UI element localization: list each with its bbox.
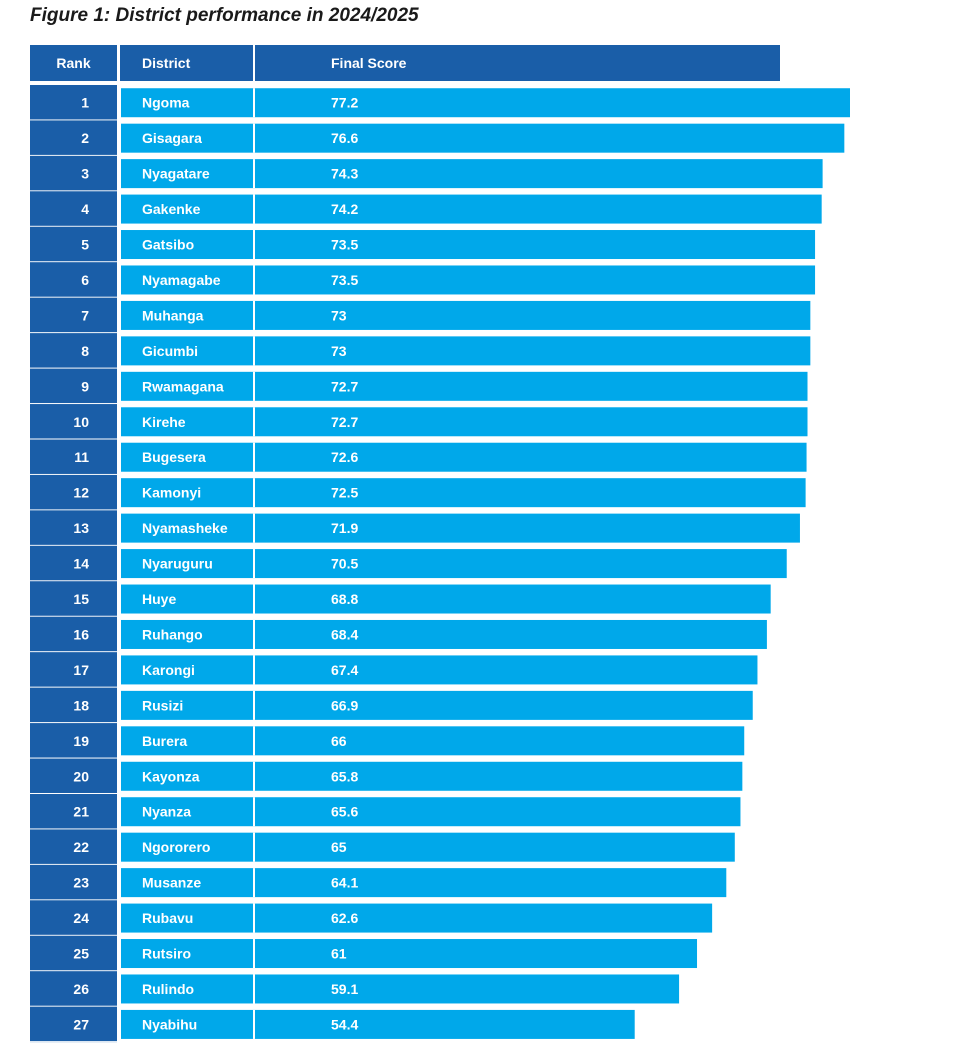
rank-cell [30,298,117,333]
district-label: Muhanga [142,307,204,324]
table-row [30,156,823,191]
rank-label: 5 [81,236,89,253]
table-row [30,865,726,900]
score-bar [121,797,740,826]
rank-label: 9 [81,378,89,395]
rank-label: 11 [74,449,89,466]
score-bar [121,336,810,365]
rank-divider [30,545,117,546]
table-row [30,369,808,404]
bar-separator [253,939,255,968]
rank-divider [30,509,117,510]
rank-divider [30,261,117,262]
rank-label: 7 [81,307,89,324]
rank-cell [30,262,117,297]
rank-divider [30,119,117,120]
header-district: District [142,55,191,71]
bar-separator [253,1010,255,1039]
score-bar [121,301,810,330]
rank-label: 26 [73,980,89,997]
bar-separator [253,88,255,117]
rank-label: 23 [73,874,89,891]
score-label: 65.8 [331,768,359,785]
rank-label: 21 [73,803,89,820]
score-label: 54.4 [331,1016,359,1033]
bar-separator [253,265,255,294]
score-bar [121,762,742,791]
rank-divider [30,970,117,971]
score-label: 76.6 [331,130,359,147]
rank-label: 10 [73,413,89,430]
score-bar [121,620,767,649]
table-row [30,688,753,723]
district-label: Nyanza [142,803,192,820]
rank-label: 1 [81,94,89,111]
header-separator [253,45,255,81]
bar-separator [253,833,255,862]
table-row [30,652,757,687]
score-bar [121,407,808,436]
rank-cell [30,85,117,120]
rank-label: 12 [73,484,89,501]
rank-divider [30,190,117,191]
header-separator [117,45,120,81]
table-row [30,510,800,545]
rank-divider [30,616,117,617]
rank-cell [30,333,117,368]
rank-label: 14 [73,555,89,572]
district-label: Nyamagabe [142,271,221,288]
score-bar [121,904,712,933]
district-label: Gatsibo [142,236,195,253]
table-row [30,440,807,475]
bar-separator [253,549,255,578]
district-label: Rubavu [142,910,194,927]
district-label: Nyaruguru [142,555,213,572]
score-label: 71.9 [331,520,359,537]
table-row [30,546,787,581]
table-row [30,262,815,297]
rank-divider [30,828,117,829]
rank-label: 4 [81,201,89,218]
district-label: Gisagara [142,130,202,147]
rank-label: 20 [73,768,89,785]
score-label: 77.2 [331,94,359,111]
rank-divider [30,899,117,900]
score-bar [121,833,735,862]
rank-label: 18 [73,697,89,714]
score-bar [121,726,744,755]
bar-separator [253,407,255,436]
score-label: 66 [331,732,347,749]
score-label: 73.5 [331,271,359,288]
score-label: 73 [331,307,347,324]
table-row [30,191,822,226]
district-label: Gakenke [142,201,201,218]
score-label: 72.7 [331,413,359,430]
district-label: Bugesera [142,449,206,466]
score-label: 65 [331,839,347,856]
rank-divider [30,439,117,440]
district-label: Burera [142,732,188,749]
score-bar [121,443,807,472]
header-rank: Rank [56,55,91,71]
district-label: Rutsiro [142,945,191,962]
score-bar [121,265,815,294]
score-bar [121,478,806,507]
rank-divider [30,758,117,759]
district-label: Karongi [142,661,195,678]
rank-cell [30,227,117,262]
score-label: 72.7 [331,378,359,395]
score-label: 70.5 [331,555,359,572]
rank-label: 17 [73,661,89,678]
rank-divider [30,1006,117,1007]
district-label: Rusizi [142,697,184,714]
score-bar [121,691,753,720]
rank-divider [30,297,117,298]
bar-separator [253,514,255,543]
bar-separator [253,797,255,826]
rank-divider [30,722,117,723]
bar-separator [253,691,255,720]
rank-label: 16 [73,626,89,643]
bar-separator [253,195,255,224]
district-label: Rwamagana [142,378,224,395]
rank-label: 6 [81,271,89,288]
bar-separator [253,868,255,897]
score-label: 65.6 [331,803,359,820]
rank-label: 25 [73,945,89,962]
district-label: Musanze [142,874,202,891]
rank-cell [30,369,117,404]
district-label: Ngororero [142,839,211,856]
score-bar [121,195,822,224]
rank-divider [30,332,117,333]
score-label: 73.5 [331,236,359,253]
table-row [30,900,712,935]
score-label: 74.3 [331,165,359,182]
rank-label: 3 [81,165,89,182]
score-bar [121,974,679,1003]
rank-divider [30,793,117,794]
score-bar [121,939,697,968]
rank-divider [30,1041,117,1042]
rank-divider [30,864,117,865]
table-header [30,45,780,81]
table-row [30,723,744,758]
rank-label: 22 [73,839,89,856]
score-bar [121,585,771,614]
district-label: Huye [142,591,177,608]
figure-title: Figure 1: District performance in 2024/2025 [30,5,419,26]
rank-divider [30,155,117,156]
district-label: Kamonyi [142,484,202,501]
bar-separator [253,726,255,755]
rank-divider [30,651,117,652]
rank-cell [30,191,117,226]
table-row [30,475,806,510]
score-bar [121,124,844,153]
rank-cell [30,120,117,155]
table-body [30,85,850,1042]
rank-label: 13 [73,520,89,537]
score-label: 68.4 [331,626,359,643]
rank-label: 15 [73,591,89,608]
score-bar [121,868,726,897]
table-row [30,936,697,971]
rank-divider [30,580,117,581]
district-label: Gicumbi [142,342,199,359]
table-row [30,759,742,794]
score-label: 73 [331,342,347,359]
bar-separator [253,301,255,330]
rank-divider [30,474,117,475]
table-row [30,1007,635,1042]
table-row [30,617,767,652]
bar-separator [253,478,255,507]
table-row [30,581,771,616]
score-label: 68.8 [331,591,359,608]
table-row [30,829,735,864]
score-label: 74.2 [331,201,359,218]
table-row [30,404,808,439]
rank-divider [30,935,117,936]
bar-separator [253,159,255,188]
table-row [30,333,810,368]
rank-divider [30,226,117,227]
table-row [30,971,679,1006]
score-bar [121,230,815,259]
bar-separator [253,443,255,472]
score-label: 72.6 [331,449,359,466]
score-bar [121,1010,635,1039]
score-label: 59.1 [331,980,359,997]
rank-label: 8 [81,342,89,359]
bar-separator [253,655,255,684]
table-row [30,120,844,155]
rank-label: 2 [81,130,89,147]
score-bar [121,88,850,117]
bar-separator [253,124,255,153]
rank-label: 24 [73,910,89,927]
rank-label: 27 [73,1016,89,1033]
bar-separator [253,585,255,614]
bar-separator [253,372,255,401]
rank-divider [30,368,117,369]
rank-cell [30,156,117,191]
table-row [30,227,815,262]
bar-separator [253,974,255,1003]
score-bar [121,372,808,401]
bar-separator [253,904,255,933]
bar-separator [253,336,255,365]
district-label: Nyagatare [142,165,210,182]
table-row [30,794,740,829]
bar-separator [253,620,255,649]
header-final-score: Final Score [331,55,407,71]
district-label: Nyamasheke [142,520,228,537]
bar-separator [253,230,255,259]
score-label: 62.6 [331,910,359,927]
district-label: Ngoma [142,94,190,111]
score-label: 61 [331,945,347,962]
district-label: Kayonza [142,768,200,785]
table-row [30,298,810,333]
district-label: Nyabihu [142,1016,198,1033]
score-label: 67.4 [331,661,359,678]
bar-separator [253,762,255,791]
rank-divider [30,687,117,688]
score-label: 72.5 [331,484,359,501]
district-label: Rulindo [142,980,195,997]
score-bar [121,159,823,188]
rank-label: 19 [73,732,89,749]
score-bar [121,655,757,684]
district-label: Ruhango [142,626,203,643]
score-label: 66.9 [331,697,359,714]
district-label: Kirehe [142,413,186,430]
score-bar [121,549,787,578]
score-label: 64.1 [331,874,359,891]
rank-divider [30,403,117,404]
table-row [30,85,850,120]
